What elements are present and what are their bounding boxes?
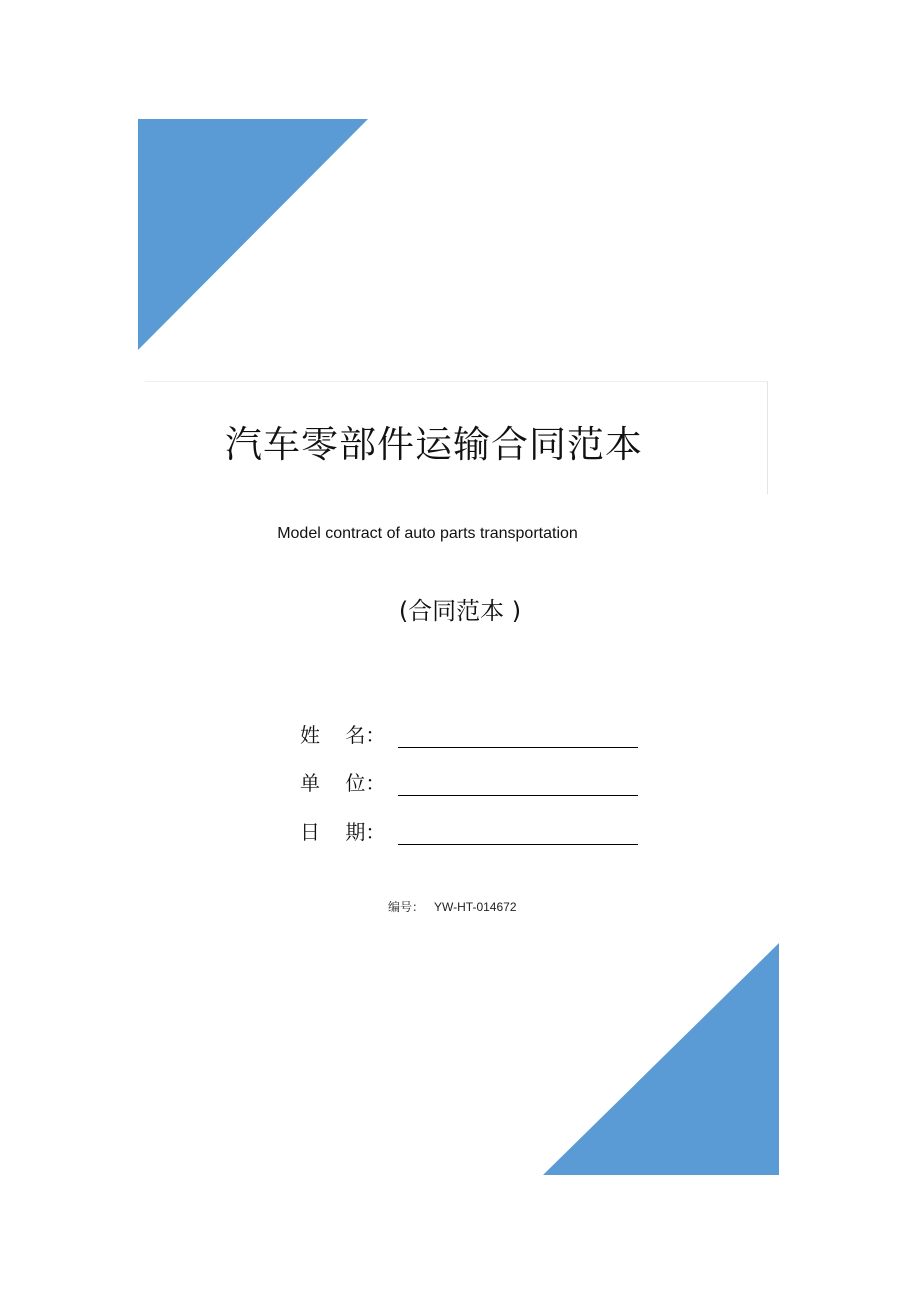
name-field	[300, 721, 640, 751]
english-subtitle: Model contract of auto parts transportation	[277, 525, 578, 542]
name-field-label: 姓 名：	[300, 723, 386, 747]
date-field-label: 日 期：	[300, 820, 386, 844]
organization-field-label: 单 位：	[300, 771, 386, 795]
organization-field-blank	[398, 795, 638, 796]
triangle-shape	[543, 943, 779, 1175]
decorative-triangle-top-left	[138, 119, 368, 350]
name-field-blank	[398, 747, 638, 748]
decorative-triangle-bottom-right	[543, 943, 779, 1175]
document-number-value: YW-HT-014672	[434, 900, 517, 914]
document-type-subtitle: (合同范本 )	[398, 597, 522, 625]
document-number	[388, 899, 517, 915]
document-title: 汽车零部件运输合同范本	[225, 423, 643, 466]
date-field	[300, 818, 640, 848]
date-field-blank	[398, 844, 638, 845]
triangle-shape	[138, 119, 368, 350]
organization-field	[300, 769, 640, 799]
document-number-label: 编号：	[388, 900, 425, 914]
